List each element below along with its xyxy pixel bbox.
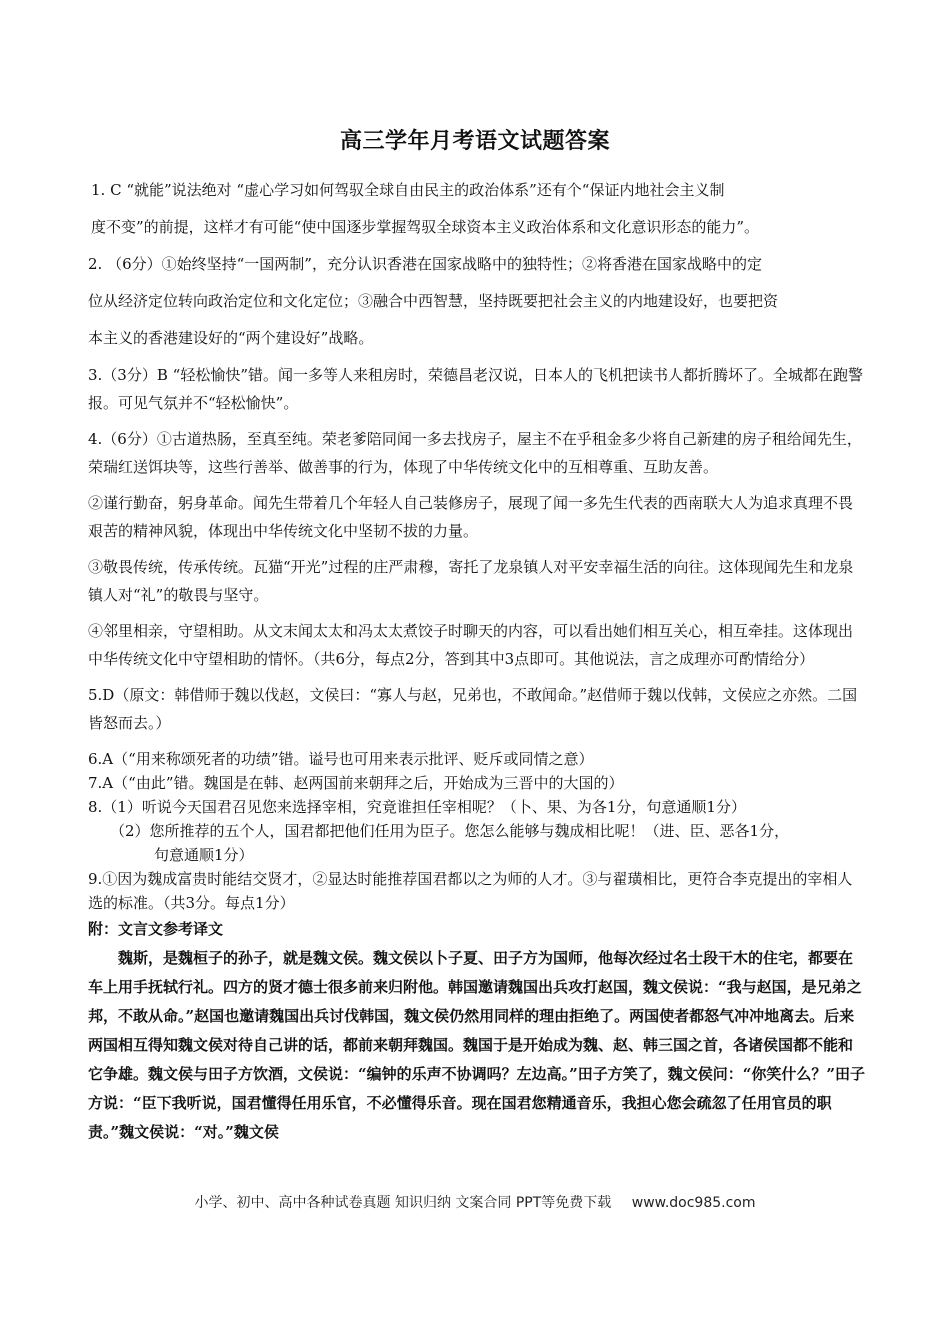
footer-text: 小学、初中、高中各种试卷真题 知识归纳 文案合同 PPT等免费下载 [194,1195,612,1211]
answer-2-line-3: 本主义的香港建设好的“两个建设好”战略。 [88,329,374,347]
answer-3: 3.（3分）B “轻松愉快”错。闻一多等人来租房时，荣德昌老汉说，日本人的飞机把读书人都折腾坏了。全城都在跑警报。可见气氛并不“轻松愉快”。 [88,366,863,412]
answer-5: 5.D（原文：韩借师于魏以伐赵，文侯曰：“寡人与赵，兄弟也，不敢闻命。”赵借师于魏以伐韩，文侯应之亦然。二国皆怒而去。） [88,686,858,732]
answer-content [88,172,866,1147]
page-footer [0,1192,950,1212]
answer-6: 6.A（“用来称颂死者的功绩”错。谥号也可用来表示批评、贬斥或同情之意） [88,750,594,768]
answer-8-part-2-line-2: 句意通顺1分） [154,846,254,864]
footer-url: www.doc985.com [631,1195,756,1211]
answer-8-part-2-line-1: （2）您所推荐的五个人，国君都把他们任用为臣子。您怎么能够与魏成相比呢！（进、臣、恶各1分， [110,822,790,840]
answer-4-point-4: ④邻里相亲，守望相助。从文末闻太太和冯太太煮饺子时聊天的内容，可以看出她们相互关心，相互牵挂。这体现出中华传统文化中守望相助的情怀。（共6分，每点2分，答到其中3点即可。其他说法，言之成理亦可酌情给分） [88,622,854,668]
answer-8-part-1: 8.（1）听说今天国君召见您来选择宰相，究竟谁担任宰相呢？（卜、果、为各1分，句意通顺1分） [88,798,746,816]
answer-1-line-1: 1. C “就能”说法绝对 “虚心学习如何驾驭全球自由民主的政治体系”还有个“保证内地社会主义制 [91,181,725,199]
answer-1-line-2: 度不变”的前提，这样才有可能“使中国逐步掌握驾驭全球资本主义政治体系和文化意识形态的能力”。 [91,218,760,236]
answer-2-line-1: 2. （6分）①始终坚持“一国两制”，充分认识香港在国家战略中的独特性；②将香港在国家战略中的定 [88,255,762,273]
classical-chinese-translation: 魏斯，是魏桓子的孙子，就是魏文侯。魏文侯以卜子夏、田子方为国师，他每次经过名士段干木的住宅，都要在车上用手抚轼行礼。四方的贤才德士很多前来归附他。韩国邀请魏国出兵攻打赵国，魏文侯说：“我与赵国，是兄弟之邦，不敢从命。”赵国也邀请魏国出兵讨伐韩国，魏文侯仍然用同样的理由拒绝了。两国使者都怒气冲冲地离去。后来两国相互得知魏文侯对待自己讲的话，都前来朝拜魏国。魏国于是开始成为魏、赵、韩三国之首，各诸侯国都不能和它争雄。魏文侯与田子方饮酒，文侯说：“编钟的乐声不协调吗？左边高。”田子方笑了，魏文侯问：“你笑什么？”田子方说：“臣下我听说，国君懂得任用乐官，不必懂得乐音。现在国君您精通音乐，我担心您会疏忽了任用官员的职责。”魏文侯说：“对。”魏文侯 [88,949,866,1141]
answer-4-point-3: ③敬畏传统，传承传统。瓦猫“开光”过程的庄严肃穆，寄托了龙泉镇人对平安幸福生活的向往。这体现闻先生和龙泉镇人对“礼”的敬畏与坚守。 [88,558,854,604]
answer-4-point-1: 4.（6分）①古道热肠，至真至纯。荣老爹陪同闻一多去找房子，屋主不在乎租金多少将自己新建的房子租给闻先生，荣瑞红送饵块等，这些行善举、做善事的行为，体现了中华传统文化中的互相尊重、互助友善。 [88,430,862,476]
answer-7: 7.A（“由此”错。魏国是在韩、赵两国前来朝拜之后，开始成为三晋中的大国的） [88,774,624,792]
page-title: 高三学年月考语文试题答案 [339,129,610,154]
answer-4-point-2: ②谨行勤奋，躬身革命。闻先生带着几个年轻人自己装修房子，展现了闻一多先生代表的西南联大人为追求真理不畏艰苦的精神风貌，体现出中华传统文化中坚韧不拔的力量。 [88,494,854,540]
appendix-heading: 附：文言文参考译文 [88,920,224,938]
answer-9: 9.①因为魏成富贵时能结交贤才，②显达时能推荐国君都以之为师的人才。③与翟璜相比，更符合李克提出的宰相人选的标准。（共3分。每点1分） [88,870,853,912]
answer-2-line-2: 位从经济定位转向政治定位和文化定位；③融合中西智慧，坚持既要把社会主义的内地建设好，也要把资 [88,292,779,310]
